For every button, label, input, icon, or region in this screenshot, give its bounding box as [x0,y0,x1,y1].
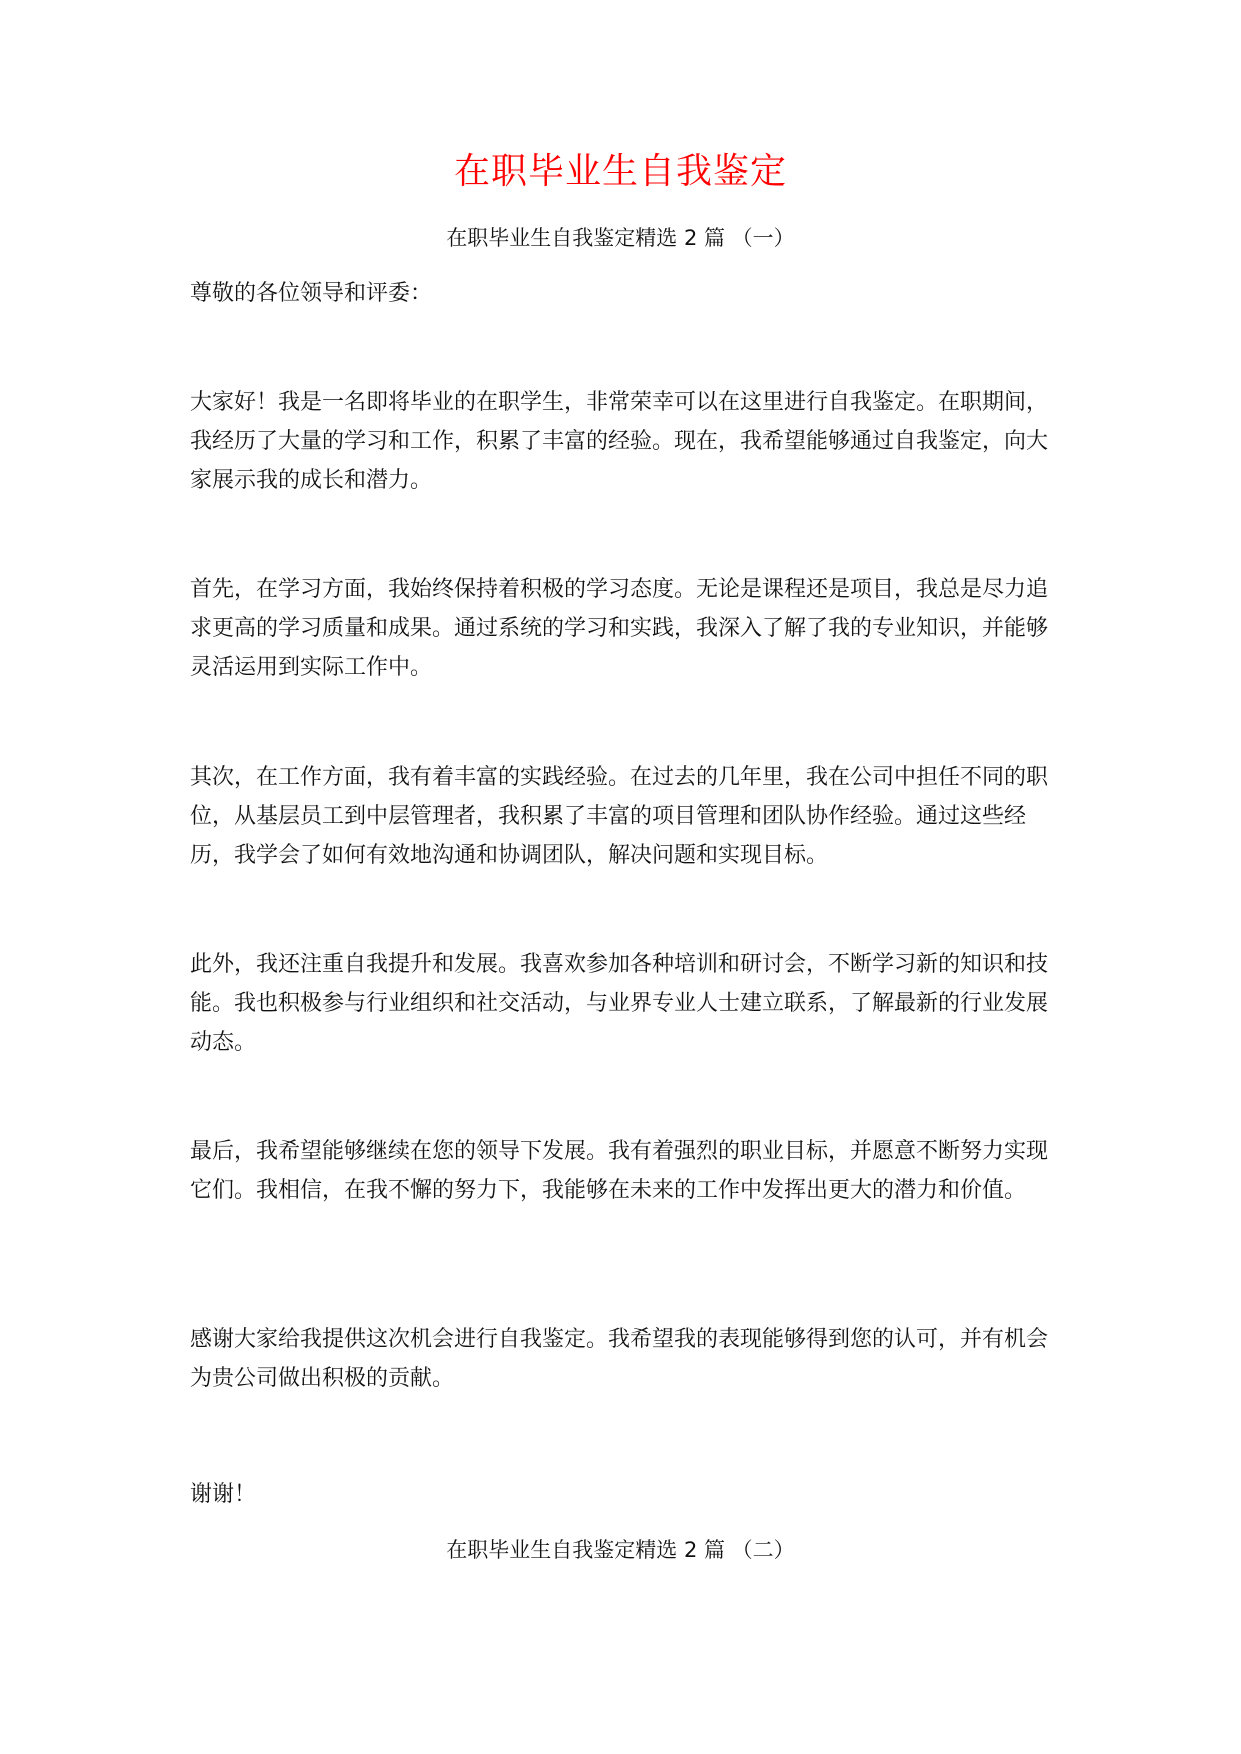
paragraph: 其次，在工作方面，我有着丰富的实践经验。在过去的几年里，我在公司中担任不同的职位，从基层员工到中层管理者，我积累了丰富的项目管理和团队协作经验。通过这些经历，我学会了如何有效地沟通和协调团队，解决问题和实现目标。 [190,765,1049,868]
salutation: 尊敬的各位领导和评委： [190,281,433,306]
section-heading-1: 在职毕业生自我鉴定精选 2 篇 （一） [446,226,795,250]
document-title: 在职毕业生自我鉴定 [453,151,787,192]
paragraph: 最后，我希望能够继续在您的领导下发展。我有着强烈的职业目标，并愿意不断努力实现它们。我相信，在我不懈的努力下，我能够在未来的工作中发挥出更大的潜力和价值。 [190,1139,1049,1203]
paragraph: 此外，我还注重自我提升和发展。我喜欢参加各种培训和研讨会，不断学习新的知识和技能。我也积极参与行业组织和社交活动，与业界专业人士建立联系，了解最新的行业发展动态。 [190,952,1049,1055]
section-heading-2: 在职毕业生自我鉴定精选 2 篇 （二） [446,1538,795,1562]
paragraph: 感谢大家给我提供这次机会进行自我鉴定。我希望我的表现能够得到您的认可，并有机会为贵公司做出积极的贡献。 [190,1327,1049,1391]
paragraph: 大家好！我是一名即将毕业的在职学生，非常荣幸可以在这里进行自我鉴定。在职期间，我经历了大量的学习和工作，积累了丰富的经验。现在，我希望能够通过自我鉴定，向大家展示我的成长和潜力。 [190,390,1049,493]
paragraph: 首先，在学习方面，我始终保持着积极的学习态度。无论是课程还是项目，我总是尽力追求更高的学习质量和成果。通过系统的学习和实践，我深入了解了我的专业知识，并能够灵活运用到实际工作中。 [190,577,1049,680]
closing-text: 谢谢！ [190,1482,257,1507]
